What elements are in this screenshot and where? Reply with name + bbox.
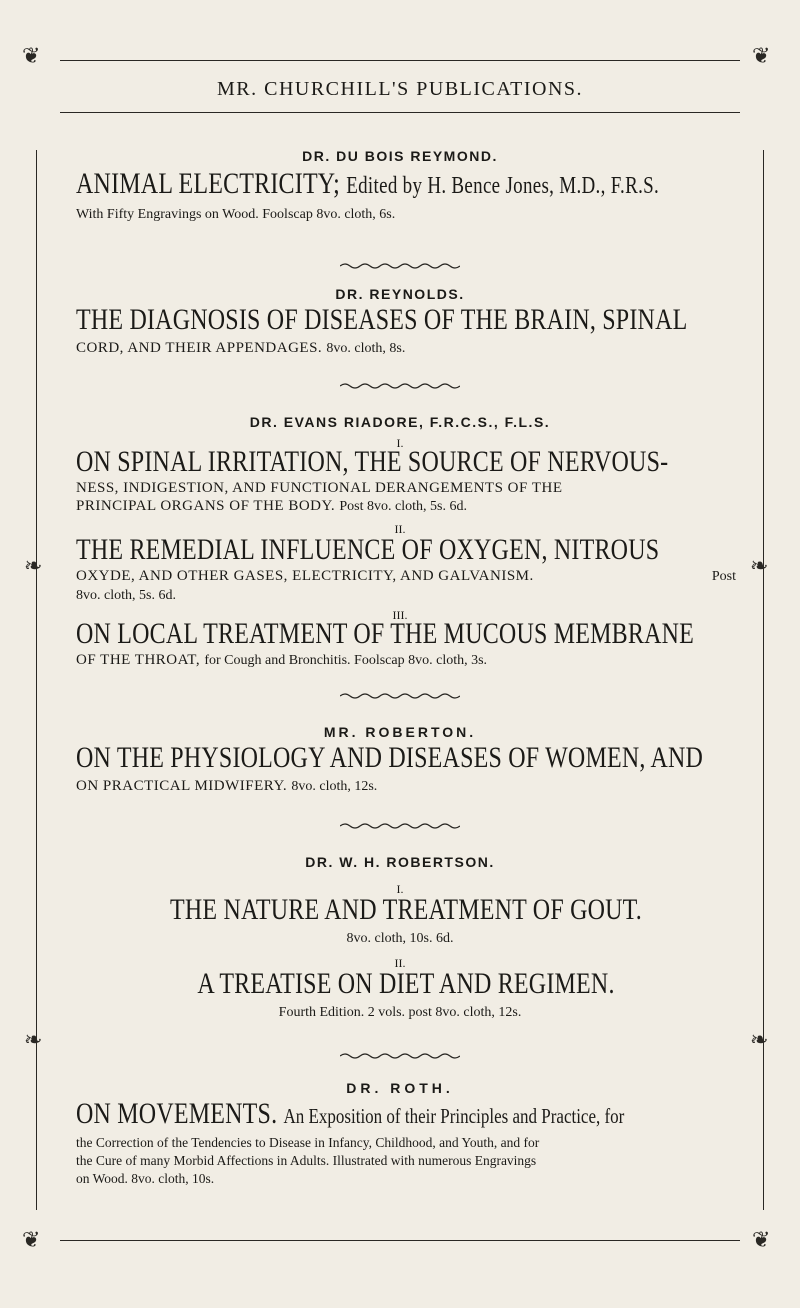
sub-physiology-women xyxy=(76,778,736,795)
sub-local-treatment xyxy=(76,652,736,669)
desc-treatise-diet: Fourth Edition. 2 vols. post 8vo. cloth, 12s. xyxy=(278,1005,522,1020)
top-right-ornament-icon: ❦ xyxy=(752,44,771,69)
title-physiology-women: ON THE PHYSIOLOGY AND DISEASES OF WOMEN, AND xyxy=(76,742,704,775)
wavy-separator xyxy=(340,262,460,270)
sub-text: PRINCIPAL ORGANS OF THE BODY. xyxy=(76,498,336,514)
left-side-ornament-icon: ❧ xyxy=(24,554,43,579)
bottom-border-rule xyxy=(60,1240,740,1241)
title-nature-gout: THE NATURE AND TREATMENT OF GOUT. xyxy=(170,894,642,927)
sub-spinal-irritation-line1: NESS, INDIGESTION, AND FUNCTIONAL DERANGEMENTS OF THE xyxy=(76,480,563,496)
author-evans-riadore: DR. EVANS RIADORE, F.R.C.S., F.L.S. xyxy=(249,414,551,430)
sub-rest: for Cough and Bronchitis. Foolscap 8vo. cloth, 3s. xyxy=(204,653,488,668)
bottom-right-ornament-icon: ❦ xyxy=(752,1228,771,1253)
author-w-h-robertson: DR. W. H. ROBERTSON. xyxy=(305,854,495,870)
wavy-separator xyxy=(340,1052,460,1060)
desc-on-movements-line3: on Wood. 8vo. cloth, 10s. xyxy=(76,1171,215,1186)
work-numeral: I. xyxy=(396,882,404,896)
work-numeral: II. xyxy=(394,956,406,970)
work-numeral: II. xyxy=(394,522,406,536)
title-text: ANIMAL ELECTRICITY; xyxy=(76,168,341,201)
work-numeral: I. xyxy=(396,436,404,450)
author-roberton: MR. ROBERTON. xyxy=(323,724,477,740)
desc-on-movements-line2: the Cure of many Morbid Affections in Adults. Illustrated with numerous Engravings xyxy=(76,1153,537,1168)
wavy-separator xyxy=(340,692,460,700)
sub-text: CORD, AND THEIR APPENDAGES. xyxy=(76,340,323,356)
title-spinal-irritation: ON SPINAL IRRITATION, THE SOURCE OF NERVOUS- xyxy=(76,446,669,479)
title-animal-electricity xyxy=(76,168,736,203)
bottom-left-ornament-icon: ❦ xyxy=(22,1228,41,1253)
sub-diagnosis-brain xyxy=(76,340,736,357)
price: 8vo. cloth, 8s. xyxy=(326,341,406,356)
sub-text: OXYDE, AND OTHER GASES, ELECTRICITY, AND GALVANISM. xyxy=(76,568,534,584)
title-local-treatment: ON LOCAL TREATMENT OF THE MUCOUS MEMBRANE xyxy=(76,618,695,651)
price-remedial-influence: 8vo. cloth, 5s. 6d. xyxy=(76,588,176,603)
author-reynolds: DR. REYNOLDS. xyxy=(335,286,465,302)
desc-nature-gout: 8vo. cloth, 10s. 6d. xyxy=(346,931,454,946)
wavy-separator xyxy=(340,822,460,830)
sub-remedial-influence-line1 xyxy=(76,568,736,585)
title-text: ON MOVEMENTS. xyxy=(76,1098,278,1131)
top-border-rule xyxy=(60,60,740,61)
price-prefix: Post xyxy=(711,569,736,584)
editor-credit: Edited by H. Bence Jones, M.D., F.R.S. xyxy=(346,173,660,200)
top-left-ornament-icon: ❦ xyxy=(22,44,41,69)
desc-animal-electricity: With Fifty Engravings on Wood. Foolscap 8vo. cloth, 6s. xyxy=(76,207,396,222)
title-rest: An Exposition of their Principles and Practice, for xyxy=(283,1104,625,1128)
author-roth: DR. ROTH. xyxy=(346,1080,454,1096)
left-lower-ornament-icon: ❧ xyxy=(24,1028,43,1053)
title-remedial-influence: THE REMEDIAL INFLUENCE OF OXYGEN, NITROUS xyxy=(76,534,660,567)
header-underline-rule xyxy=(60,112,740,113)
right-lower-ornament-icon: ❧ xyxy=(750,1028,769,1053)
sub-spinal-irritation-line2 xyxy=(76,498,736,515)
title-on-movements xyxy=(76,1098,736,1133)
desc-on-movements-line1: the Correction of the Tendencies to Disease in Infancy, Childhood, and Youth, and for xyxy=(76,1135,540,1150)
wavy-separator xyxy=(340,382,460,390)
title-treatise-diet: A TREATISE ON DIET AND REGIMEN. xyxy=(197,968,615,1001)
title-diagnosis-brain: THE DIAGNOSIS OF DISEASES OF THE BRAIN, SPINAL xyxy=(76,304,688,337)
sub-text: OF THE THROAT, xyxy=(76,652,201,668)
right-side-ornament-icon: ❧ xyxy=(750,554,769,579)
work-numeral: III. xyxy=(392,608,408,622)
author-du-bois-reymond: DR. DU BOIS REYMOND. xyxy=(302,148,498,164)
price: Post 8vo. cloth, 5s. 6d. xyxy=(339,499,467,514)
sub-text: ON PRACTICAL MIDWIFERY. xyxy=(76,778,288,794)
price: 8vo. cloth, 12s. xyxy=(291,779,378,794)
page-header-title: MR. CHURCHILL'S PUBLICATIONS. xyxy=(216,78,584,100)
